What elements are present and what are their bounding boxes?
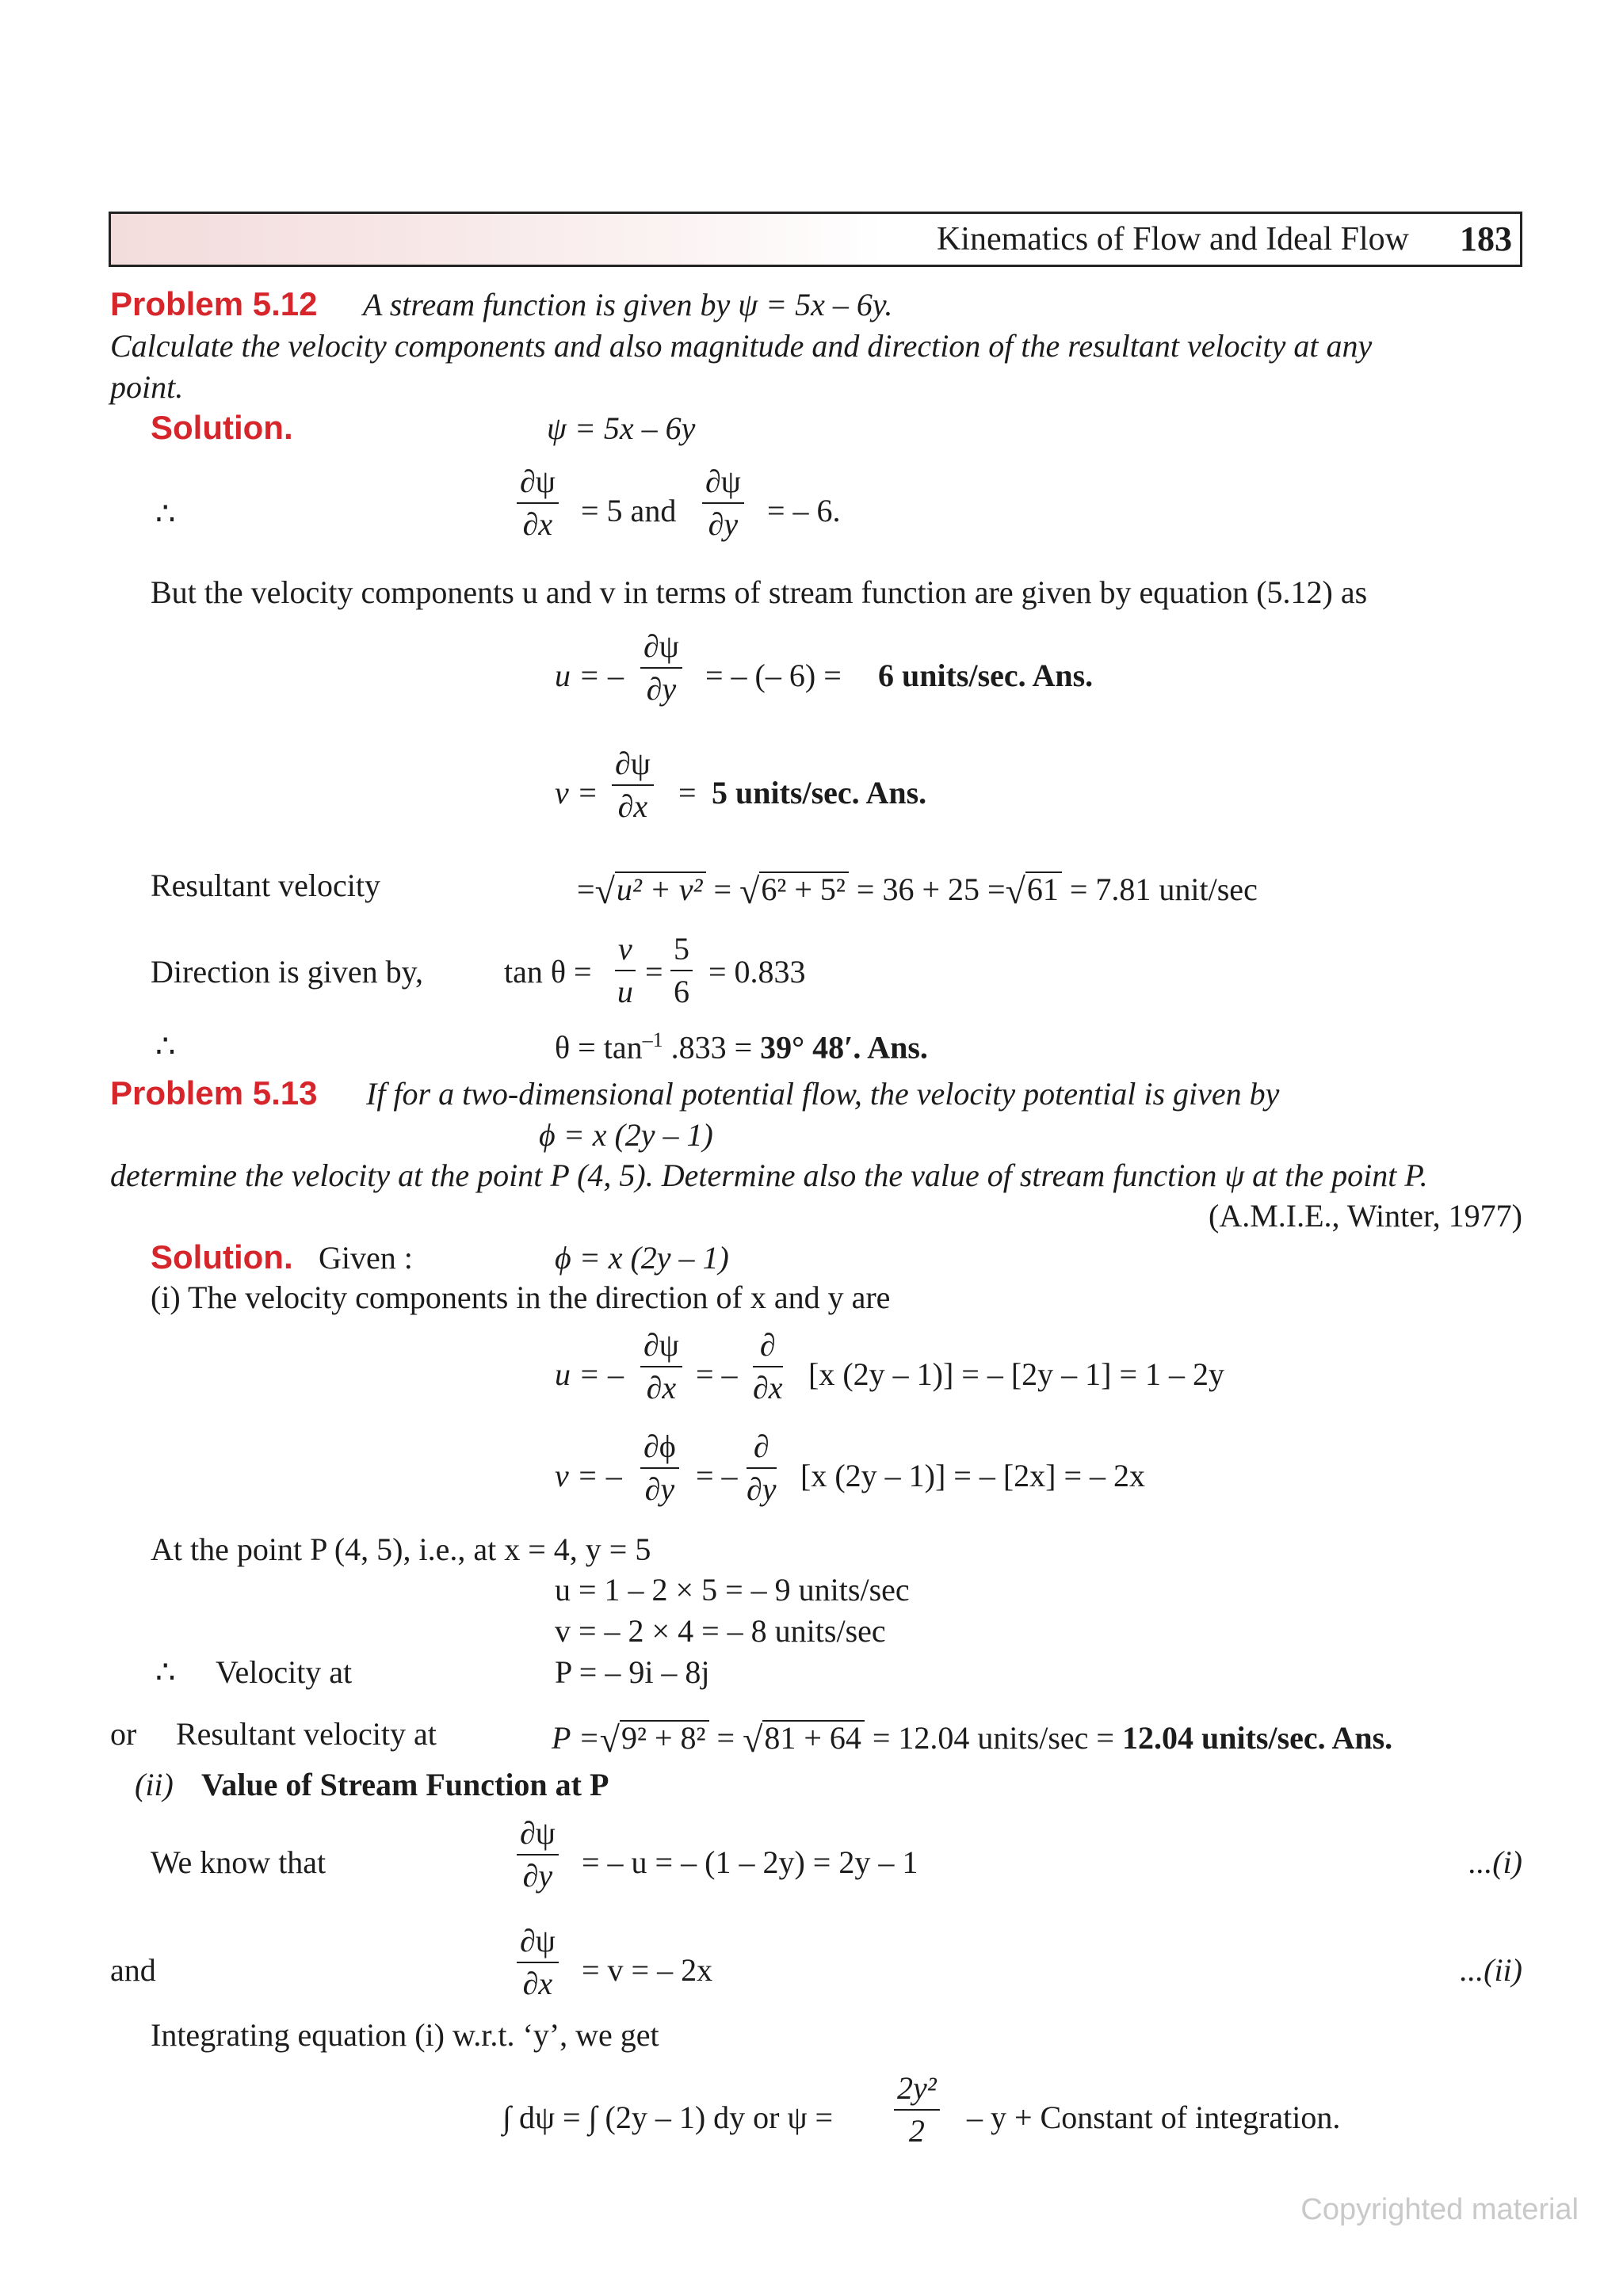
theta-equation: $\theta = \tan^{-1} .833 = 39^\circ$ 48′. Ans. — [555, 1028, 928, 1066]
fraction-dpsi-dx: $\frac{\partial\psi}{\partial x}$ — [640, 1329, 682, 1404]
page-number: 183 — [1460, 219, 1512, 258]
sqrt-icon: √ — [1005, 871, 1025, 911]
therefore-symbol: ∴ — [155, 496, 176, 532]
equation-text: = 5 and — [581, 493, 677, 528]
problem-5-12-statement-line1: A stream function is given by ψ = 5x – 6y. — [363, 287, 893, 322]
v-lhs: v = – — [555, 1458, 622, 1493]
fraction-dpsi-dy: $\frac{\partial\psi}{\partial y}$ — [702, 466, 744, 540]
problem-5-13-statement-line2: determine the velocity at the point P (4, 5). Determine also the value of stream function ψ at the point P. — [110, 1158, 1428, 1193]
part-ii-title: Value of Stream Function at P — [201, 1767, 609, 1802]
equation-text: = — [645, 954, 663, 990]
part-ii-number: (ii) — [135, 1767, 174, 1802]
sqrt-icon: √ — [739, 871, 760, 911]
fraction-dphi-dy: $\frac{\partial\phi}{\partial y}$ — [640, 1431, 679, 1505]
answer-text: 5 units/sec. Ans. — [712, 775, 927, 810]
or-text: or — [110, 1716, 137, 1752]
given-label: Given : — [319, 1240, 413, 1276]
equation-text: = – — [696, 1458, 738, 1493]
therefore-symbol: ∴ — [155, 1028, 176, 1064]
equation-text: = 0.833 — [708, 954, 806, 990]
given-equation: ϕ = x (2y – 1) — [555, 1240, 729, 1276]
equation-text: [x (2y – 1)] = – [2x] = – 2x — [800, 1458, 1146, 1493]
v-value: v = – 2 × 4 = – 8 units/sec — [555, 1613, 886, 1649]
fraction-d-dx: ∂ ∂x — [753, 1327, 783, 1405]
equation-text: = – u = – (1 – 2y) = 2y – 1 — [582, 1844, 918, 1880]
problem-5-12-statement-line3: point. — [110, 369, 184, 405]
paragraph-text: But the velocity components u and v in terms of stream function are given by equation (5.12) as — [151, 574, 1368, 610]
exam-reference: (A.M.I.E., Winter, 1977) — [1209, 1198, 1522, 1234]
velocity-vector: P = – 9i – 8j — [555, 1654, 710, 1690]
equation-row: =√u² + v² = √6² + 5² = 36 + 25 =√61 = 7.81 unit/sec — [577, 871, 1258, 911]
equation-text: = v = – 2x — [582, 1952, 713, 1988]
fraction-d-dy: ∂ ∂y — [747, 1428, 777, 1507]
chapter-title: Kinematics of Flow and Ideal Flow — [936, 221, 1409, 257]
resultant-velocity-label: Resultant velocity — [151, 868, 380, 903]
and-text: and — [110, 1952, 156, 1988]
running-header — [109, 212, 1522, 267]
u-lhs: u = – — [555, 1356, 624, 1392]
problem-5-13-statement-line1: If for a two-dimensional potential flow, the velocity potential is given by — [366, 1076, 1280, 1112]
we-know-text: We know that — [151, 1844, 327, 1880]
phi-equation: ϕ = x (2y – 1) — [539, 1117, 713, 1153]
u-lhs: u = – — [555, 658, 624, 693]
v-lhs: v = — [555, 775, 598, 810]
point-text: At the point P (4, 5), i.e., at x = 4, y = 5 — [151, 1531, 651, 1567]
direction-label: Direction is given by, — [151, 954, 424, 990]
sqrt-icon: √ — [599, 1719, 620, 1760]
integrating-text: Integrating equation (i) w.r.t. ‘y’, we get — [151, 2017, 659, 2053]
therefore-symbol: ∴ — [155, 1654, 176, 1690]
equation-text: = – (– 6) = — [705, 658, 842, 693]
fraction-dpsi-dy: $\frac{\partial\psi}{\partial y}$ — [517, 1817, 559, 1892]
solution-label: Solution. — [151, 409, 293, 446]
solution-label: Solution. — [151, 1238, 293, 1276]
equation-text: = — [678, 775, 697, 810]
equation-text: [x (2y – 1)] = – [2y – 1] = 1 – 2y — [808, 1356, 1225, 1392]
sqrt-icon: √ — [594, 871, 615, 911]
fraction-v-u: $\frac{v}{u}$ — [615, 933, 636, 1008]
equation-psi: ψ = 5x – 6y — [547, 410, 696, 446]
resultant-velocity-label: Resultant velocity at — [176, 1716, 437, 1752]
equation-text: = – 6. — [767, 493, 841, 528]
velocity-at-label: Velocity at — [216, 1654, 353, 1690]
integral-lhs: ∫ dψ = ∫ (2y – 1) dy or ψ = — [502, 2100, 834, 2135]
answer-text: 6 units/sec. Ans. — [878, 658, 1094, 693]
copyright-notice: Copyrighted material — [1300, 2193, 1579, 2226]
fraction-2y2-2: $\frac{\text{2y²}}{2}$ — [894, 2073, 940, 2147]
problem-5-12-label: Problem 5.12 — [110, 285, 318, 322]
integral-rhs: – y + Constant of integration. — [967, 2100, 1341, 2135]
fraction-5-6: $\frac{5}{6}$ — [670, 933, 693, 1008]
sqrt-icon: √ — [743, 1719, 763, 1760]
fraction-dpsi-dx: $\frac{\partial\psi}{\partial x}$ — [517, 1925, 559, 2000]
equation-tag: ...(ii) — [1460, 1952, 1522, 1988]
tan-lhs: tan θ = — [504, 954, 592, 990]
equation-tag: ...(i) — [1468, 1844, 1522, 1880]
fraction-dpsi-dx: $\frac{\partial\psi}{\partial x}$ — [612, 748, 654, 822]
equation-row: P =√9² + 8² = √81 + 64 = 12.04 units/sec = 12.04 units/sec. Ans. — [552, 1719, 1393, 1760]
u-value: u = 1 – 2 × 5 = – 9 units/sec — [555, 1572, 910, 1608]
fraction-dpsi-dy: $\frac{\partial\psi}{\partial y}$ — [640, 631, 682, 705]
fraction-dpsi-dx: $\frac{\partial\psi}{\partial x}$ — [517, 466, 559, 540]
problem-5-13-label: Problem 5.13 — [110, 1074, 318, 1112]
problem-5-12-statement-line2: Calculate the velocity components and also magnitude and direction of the resultant velocity at any — [110, 328, 1373, 364]
part-i-text: (i) The velocity components in the direction of x and y are — [151, 1280, 891, 1315]
equation-text: = – — [696, 1356, 738, 1392]
